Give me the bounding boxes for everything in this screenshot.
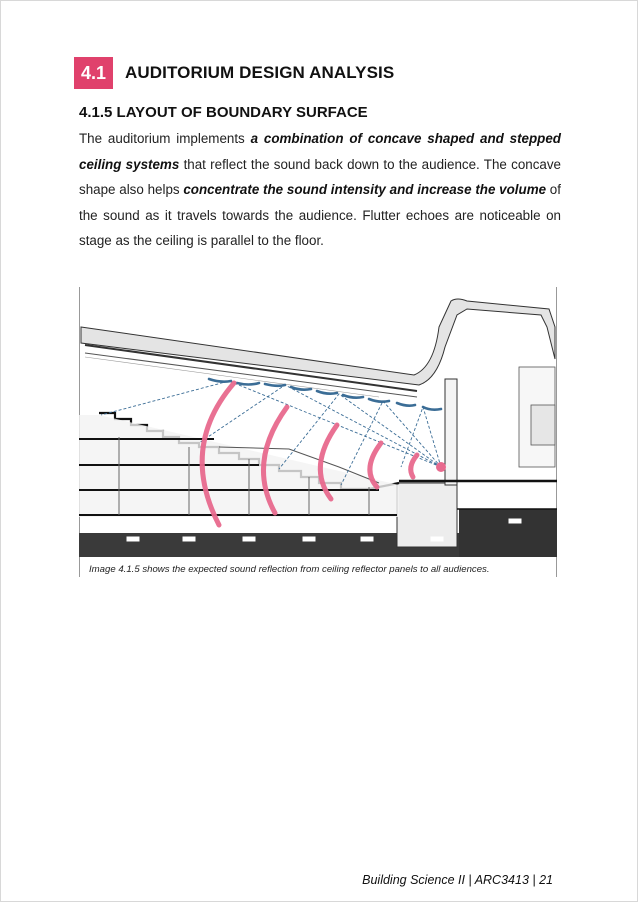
body-text-1: The auditorium implements [79,131,251,146]
section-header [74,57,394,89]
body-text-2: that reflect the sound back down to the audience. The concave shape also helps [79,156,561,197]
figure-caption: Image 4.1.5 shows the expected sound reflection from ceiling reflector panels to all audiences. [89,564,490,575]
stage-pit [459,509,557,557]
emphasis-2: concentrate the sound intensity and increase the volume [183,182,547,197]
auditorium-section-drawing [79,287,557,557]
sound-source [436,462,446,472]
foundation-right [397,483,457,547]
emphasis-1: a combination of concave shaped and stepped ceiling systems [79,131,561,172]
right-block-2 [531,405,555,445]
fly-tower-wall [445,379,457,485]
subsection-title: 4.1.5 LAYOUT OF BOUNDARY SURFACE [79,104,368,121]
body-text-3: of the sound as it travels towards the audience. Flutter echoes are noticeable on stage as the ceiling is parallel to the floor. [79,182,561,248]
section-number: 4.1 [74,57,113,89]
roof-truss [85,357,379,397]
body-paragraph [79,126,561,254]
section-title: AUDITORIUM DESIGN ANALYSIS [125,63,395,82]
roof-band [81,299,555,385]
page-footer: Building Science II | ARC3413 | 21 [362,873,553,887]
